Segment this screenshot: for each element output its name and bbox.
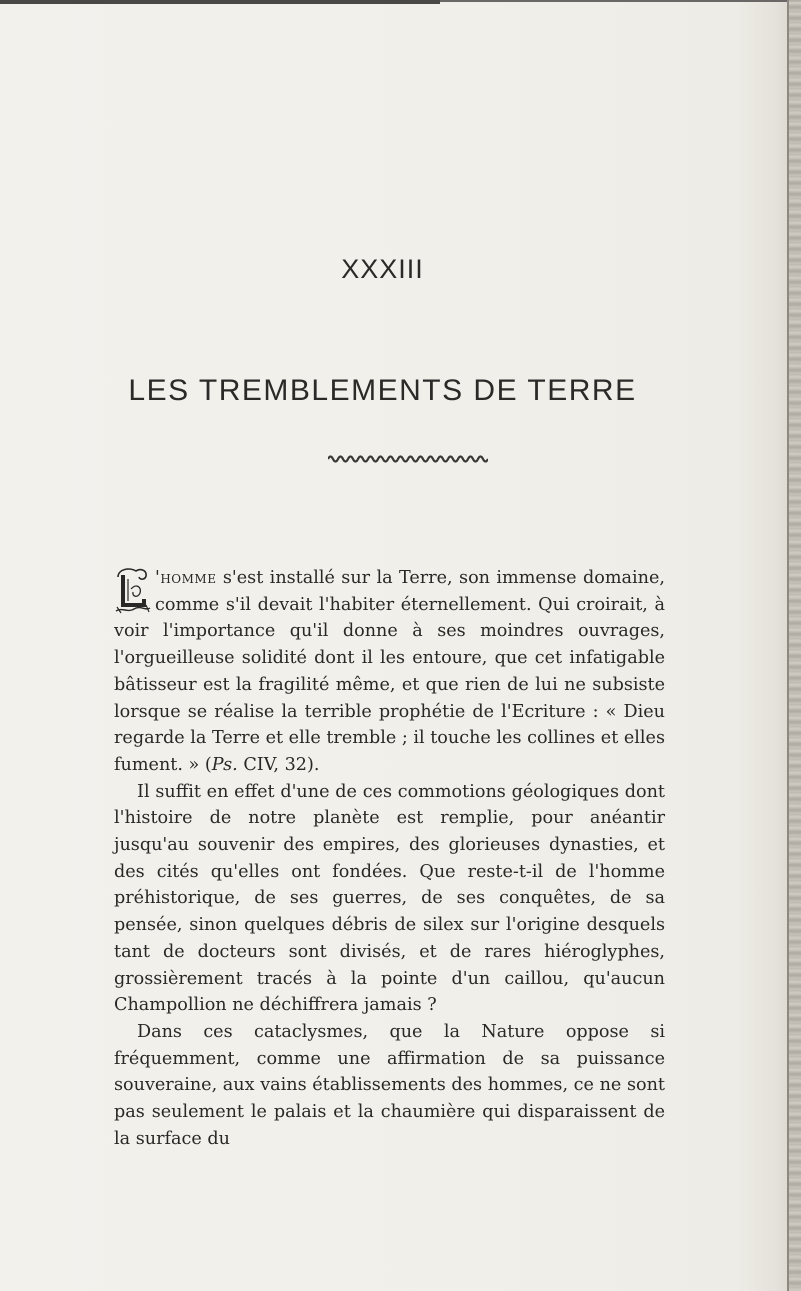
citation-reference: CIV, 32). [237, 754, 320, 775]
chapter-title: LES TREMBLEMENTS DE TERRE [128, 374, 637, 407]
ornamental-initial-L-icon [114, 567, 151, 615]
page-edge [787, 0, 801, 1291]
body-text [114, 565, 665, 1152]
paragraph-1-text: s'est installé sur la Terre, son immense domaine, comme s'il devait l'habiter éternellement. Qui croirait, à voir l'importance qu'il donne à ses moindres ouvrages, l'orgueilleuse solidité dont il les entoure, que cet infatigable bâtisseur est la fragilité même, et que rien de lui ne subsiste lorsque se réalise la terrible prophétie de l'Ecriture : « Dieu regarde la Terre et elle tremble ; il touche les collines et elles fument. » ( [114, 568, 665, 775]
paragraph-3: Dans ces cataclysmes, que la Nature oppose si fréquemment, comme une affirmation de sa puissance souveraine, aux vains établissements des hommes, ce ne sont pas seulement le palais et la chaumière qui disparaissent de la surface du [114, 1021, 665, 1149]
drop-cap-lead: 'homme [155, 568, 217, 588]
paragraph-2: Il suffit en effet d'une de ces commotions géologiques dont l'histoire de notre planète est remplie, pour anéantir jusqu'au souvenir des empires, des glorieuses dynasties, et des cités qu'elles ont fondées. Que reste-t-il de l'homme préhistorique, de ses guerres, de ses conquêtes, de sa pensée, sinon quelques débris de silex sur l'origine desquels tant de docteurs sont divisés, et de rares hiéroglyphes, grossièrement tracés à la pointe d'un caillou, qu'aucun Champollion ne déchiffrera jamais ? [114, 781, 665, 1016]
top-rule [0, 0, 440, 4]
wavy-line-ornament-icon [328, 454, 488, 464]
page-edge-line [787, 0, 789, 1291]
chapter-number: XXXIII [341, 254, 424, 284]
citation-book: Ps. [211, 754, 238, 775]
paragraph-1 [114, 565, 665, 779]
top-rule-thin [440, 0, 801, 2]
